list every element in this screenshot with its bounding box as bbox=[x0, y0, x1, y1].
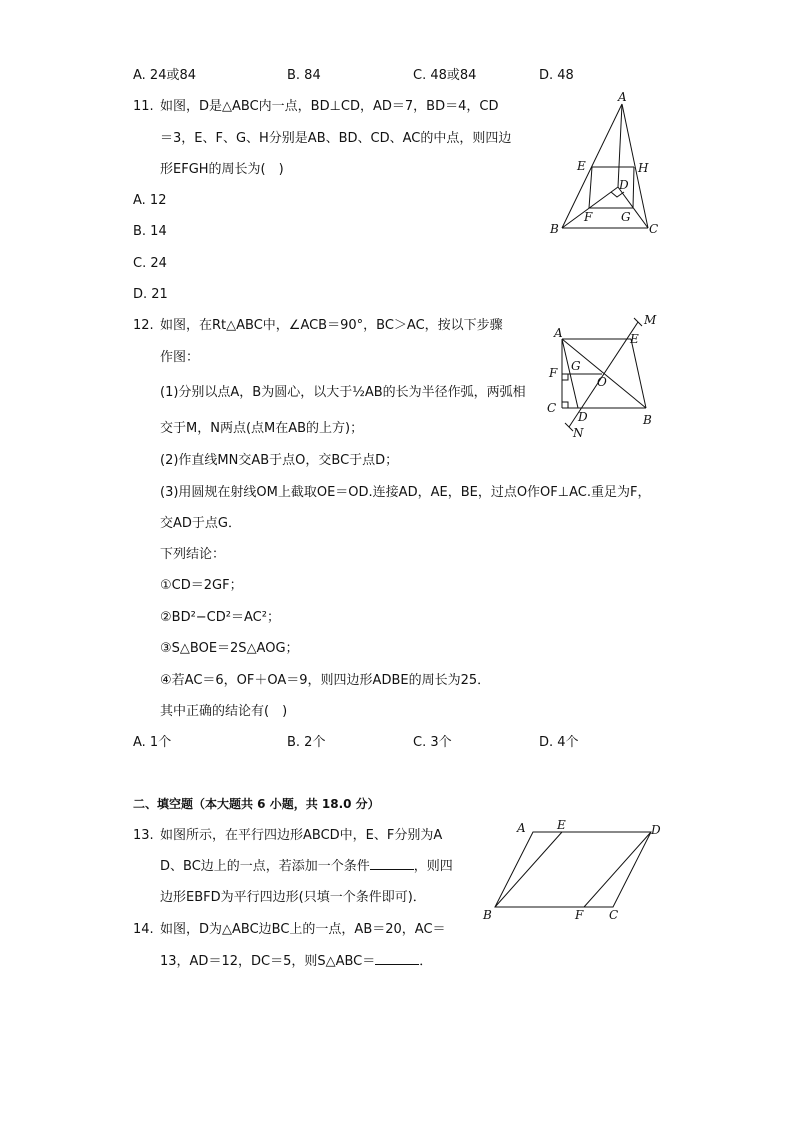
q14-line-1: 如图，D为△ABC边BC上的一点，AB＝20，AC＝ bbox=[160, 922, 446, 937]
q13-label-e: E bbox=[557, 818, 566, 832]
q13-line-2-start: D、BC边上的一点，若添加一个条件 bbox=[160, 859, 370, 874]
q12-line-10: ②BD²−CD²＝AC²； bbox=[160, 610, 280, 625]
q13-label-b: B bbox=[483, 908, 492, 922]
q12-line-4: 交于M，N两点(点M在AB的上方)； bbox=[160, 421, 364, 436]
q11-label-f: F bbox=[584, 210, 593, 224]
q12-label-g: G bbox=[571, 359, 581, 373]
q14-line-2 bbox=[160, 954, 432, 970]
q12-line-7: 交AD于点G． bbox=[160, 516, 241, 531]
q11-label-d: D bbox=[619, 178, 629, 192]
q12-label-b: B bbox=[643, 413, 652, 427]
q11-label-b: B bbox=[550, 222, 559, 236]
q12-number: 12. bbox=[133, 318, 154, 333]
q13-label-c: C bbox=[609, 908, 619, 922]
q11-label-c: C bbox=[649, 222, 659, 236]
q11-label-h: H bbox=[638, 161, 649, 175]
q14-number: 14. bbox=[133, 922, 154, 937]
q12-line-6: (3)用圆规在射线OM上截取OE＝OD.连接AD，AE，BE，过点O作OF⊥AC.重足为F， bbox=[160, 485, 651, 500]
q11-option-d: D. 21 bbox=[133, 287, 168, 302]
q13-label-f: F bbox=[575, 908, 584, 922]
q10-option-c: C. 48或84 bbox=[413, 68, 477, 83]
q12-label-f: F bbox=[549, 366, 558, 380]
q12-option-d: D. 4个 bbox=[539, 735, 579, 750]
q12-option-b: B. 2个 bbox=[287, 735, 326, 750]
q10-option-a: A. 24或84 bbox=[133, 68, 197, 83]
section-2-title: 二、填空题（本大题共 6 小题，共 18.0 分） bbox=[133, 797, 380, 811]
q12-label-a: A bbox=[554, 326, 563, 340]
q11-option-b: B. 14 bbox=[133, 224, 167, 239]
q13-label-a: A bbox=[517, 821, 526, 835]
q11-label-g: G bbox=[621, 210, 631, 224]
q12-option-a: A. 1个 bbox=[133, 735, 172, 750]
q11-label-a: A bbox=[618, 90, 627, 104]
q12-line-13: 其中正确的结论有( ) bbox=[160, 704, 288, 719]
q13-label-d: D bbox=[651, 823, 661, 837]
q10-option-b: B. 84 bbox=[287, 68, 321, 83]
q12-label-d: D bbox=[578, 410, 588, 424]
q10-option-d: D. 48 bbox=[539, 68, 574, 83]
q12-line-11: ③S△BOE＝2S△AOG； bbox=[160, 641, 299, 656]
q11-line-1: 如图，D是△ABC内一点，BD⊥CD，AD＝7，BD＝4，CD bbox=[160, 99, 499, 114]
q12-line-8: 下列结论： bbox=[160, 547, 226, 562]
q11-option-c: C. 24 bbox=[133, 256, 167, 271]
q11-line-2: ＝3，E、F、G、H分别是AB、BD、CD、AC的中点，则四边 bbox=[160, 131, 512, 146]
q12-line-2: 作图： bbox=[160, 350, 200, 365]
q12-line-1: 如图，在Rt△ABC中，∠ACB＝90°，BC＞AC，按以下步骤 bbox=[160, 318, 503, 333]
q13-line-3: 边形EBFD为平行四边形(只填一个条件即可)． bbox=[160, 890, 426, 905]
q13-line-2-end: ，则四 bbox=[413, 859, 453, 874]
q14-line-2-end: ． bbox=[419, 954, 433, 969]
q12-label-n: N bbox=[573, 426, 584, 440]
q12-label-m: M bbox=[644, 313, 657, 327]
q11-label-e: E bbox=[577, 159, 586, 173]
q14-answer-blank[interactable] bbox=[375, 954, 419, 965]
q12-option-c: C. 3个 bbox=[413, 735, 452, 750]
q12-line-12: ④若AC＝6，OF＋OA＝9，则四边形ADBE的周长为25． bbox=[160, 673, 491, 688]
q12-line-3: (1)分别以点A，B为圆心，以大于½AB的长为半径作弧，两弧相 bbox=[160, 385, 526, 400]
q11-option-a: A. 12 bbox=[133, 193, 167, 208]
q12-label-o: O bbox=[597, 375, 607, 389]
q12-line-9: ①CD＝2GF； bbox=[160, 578, 243, 593]
q13-line-1: 如图所示，在平行四边形ABCD中，E、F分别为A bbox=[160, 828, 443, 843]
q11-line-3: 形EFGH的周长为( ) bbox=[160, 162, 284, 177]
q12-label-c: C bbox=[547, 401, 557, 415]
q13-number: 13. bbox=[133, 828, 154, 843]
q12-line-5: (2)作直线MN交AB于点O，交BC于点D； bbox=[160, 453, 399, 468]
q12-label-e: E bbox=[630, 332, 639, 346]
q11-number: 11. bbox=[133, 99, 154, 114]
q14-line-2-start: 13，AD＝12，DC＝5，则S△ABC＝ bbox=[160, 954, 376, 969]
